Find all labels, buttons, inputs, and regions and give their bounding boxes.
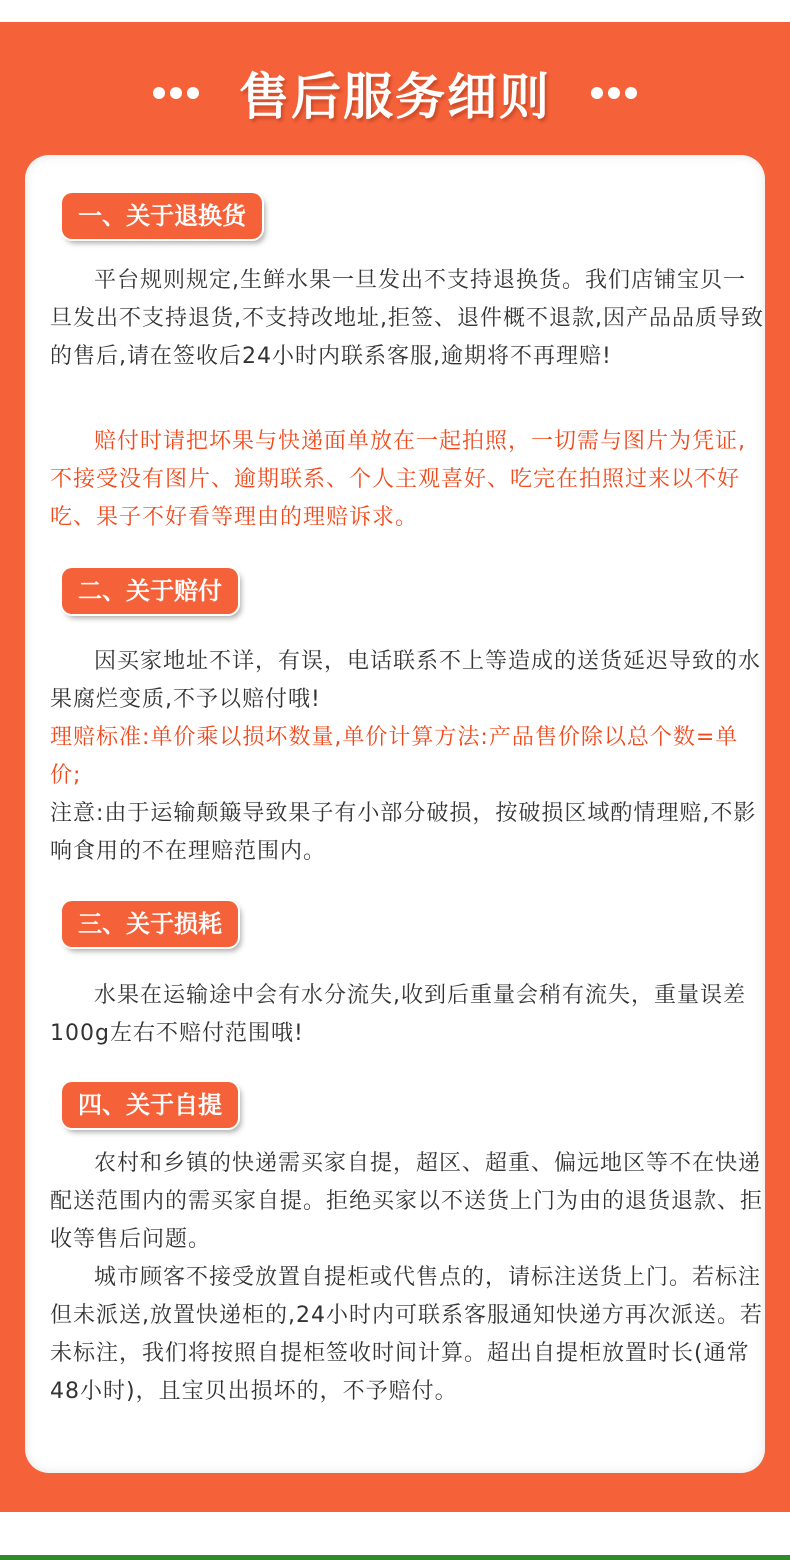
dot-ornament [591,87,603,99]
dot-ornament [608,87,620,99]
dot-ornament [153,87,165,99]
weight-loss-paragraph: 水果在运输途中会有水分流失,收到后重量会稍有流失，重量误差100g左右不赔付范围哦! [50,983,746,1046]
section-title-self-pickup: 四、关于自提 [62,1082,238,1128]
bottom-margin [0,1512,790,1560]
left-dots-ornament [153,87,199,99]
claim-standard-paragraph: 理赔标准:单价乘以损坏数量,单价计算方法:产品售价除以总个数=单价; [50,725,739,788]
returns-policy-paragraph: 平台规则规定,生鲜水果一旦发出不支持退换货。我们店铺宝贝一旦发出不支持退货,不支持改地址,拒签、退件概不退款,因产品品质导致的售后,请在签收后24小时内联系客服,逾期将不再理赔! [50,268,764,369]
dot-ornament [187,87,199,99]
section-title-loss: 三、关于损耗 [62,901,238,947]
city-locker-paragraph: 城市顾客不接受放置自提柜或代售点的，请标注送货上门。若标注但未派送,放置快递柜的,24小时内可联系客服通知快递方再次派送。若未标注，我们将按照自提柜签收时间计算。超出自提柜放置时长(通常48小时)，且宝贝出损坏的，不予赔付。 [50,1265,763,1404]
section-title-compensation: 二、关于赔付 [62,568,238,614]
address-issue-paragraph: 因买家地址不详，有误，电话联系不上等造成的送货延迟导致的水果腐烂变质,不予以赔付哦! [50,649,762,712]
right-dots-ornament [591,87,637,99]
dot-ornament [625,87,637,99]
section-title-returns: 一、关于退换货 [62,193,262,239]
damage-note-paragraph: 注意:由于运输颠簸导致果子有小部分破损，按破损区域酌情理赔,不影响食用的不在理赔范围内。 [50,801,757,864]
top-margin [0,0,790,22]
page-title: 售后服务细则 [239,67,551,126]
bottom-divider [0,1555,790,1560]
page-header [0,55,790,130]
rural-pickup-paragraph: 农村和乡镇的快递需买家自提，超区、超重、偏远地区等不在快递配送范围内的需买家自提。拒绝买家以不送货上门为由的退货退款、拒收等售后问题。 [50,1151,764,1252]
dot-ornament [170,87,182,99]
claim-photo-requirement-paragraph: 赔付时请把坏果与快递面单放在一起拍照，一切需与图片为凭证,不接受没有图片、逾期联系、个人主观喜好、吃完在拍照过来以不好吃、果子不好看等理由的理赔诉求。 [50,429,746,530]
